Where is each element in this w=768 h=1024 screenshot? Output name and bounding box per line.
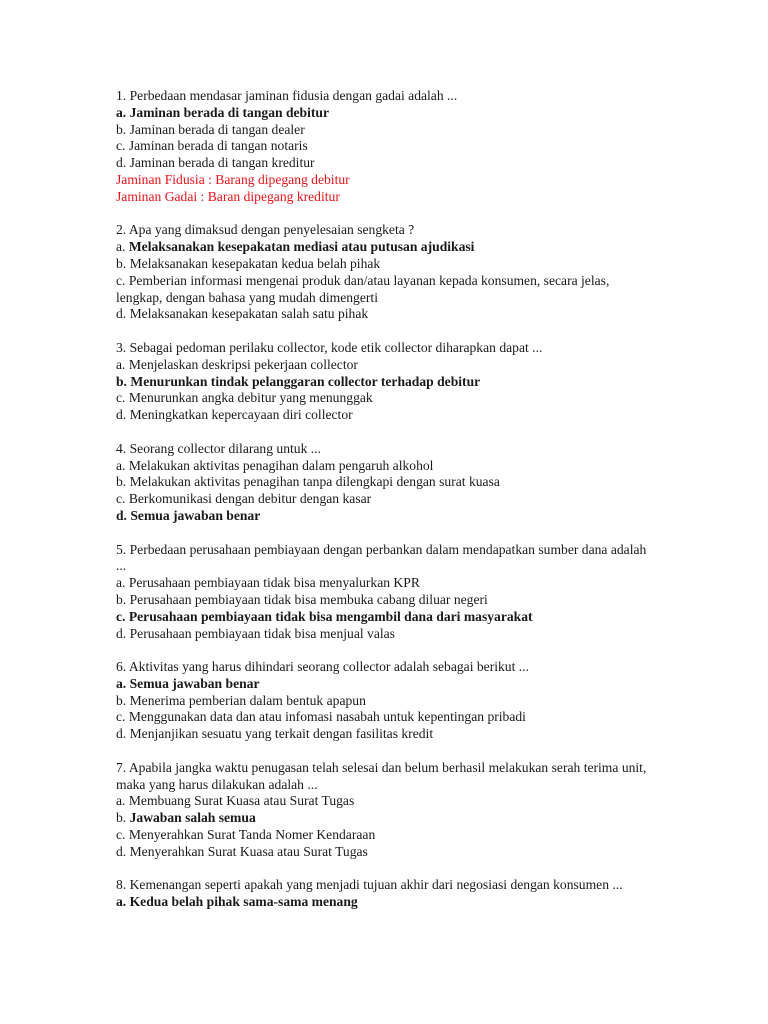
option-text: d. Menyerahkan Surat Kuasa atau Surat Tugas — [116, 843, 368, 859]
answer-option — [116, 827, 656, 844]
option-text: a. Menjelaskan deskripsi pekerjaan collector — [116, 356, 358, 372]
answer-option — [116, 390, 656, 407]
option-text: b. Melakukan aktivitas penagihan tanpa dilengkapi dengan surat kuasa — [116, 474, 500, 490]
answer-note: Jaminan Gadai : Baran dipegang kreditur — [116, 188, 340, 204]
question-stem: 7. Apabila jangka waktu penugasan telah selesai dan belum berhasil melakukan serah terima unit, maka yang harus dilakukan adalah ... — [116, 759, 647, 792]
answer-option — [116, 709, 656, 726]
answer-option — [116, 273, 656, 307]
option-text: d. Menjanjikan sesuatu yang terkait dengan fasilitas kredit — [116, 726, 434, 742]
option-text: d. Melaksanakan kesepakatan salah satu pihak — [116, 306, 369, 322]
answer-note: Jaminan Fidusia : Barang dipegang debitur — [116, 171, 350, 187]
option-text: c. Menggunakan data dan atau infomasi nasabah untuk kepentingan pribadi — [116, 709, 526, 725]
question-stem: 3. Sebagai pedoman perilaku collector, kode etik collector diharapkan dapat ... — [116, 339, 543, 355]
option-text: b. Menerima pemberian dalam bentuk apapun — [116, 692, 366, 708]
answer-option — [116, 306, 656, 323]
answer-option — [116, 374, 656, 391]
option-text: c. Menurunkan angka debitur yang menunggak — [116, 390, 373, 406]
correct-answer-text: Jawaban salah semua — [129, 810, 256, 826]
answer-option — [116, 793, 656, 810]
correct-answer-text: d. Semua jawaban benar — [116, 507, 261, 523]
question-block — [116, 441, 656, 525]
correct-answer-text: c. Perusahaan pembiayaan tidak bisa mengambil dana dari masyarakat — [116, 608, 533, 624]
question-block — [116, 659, 656, 743]
question-stem: 1. Perbedaan mendasar jaminan fidusia dengan gadai adalah ... — [116, 88, 458, 103]
option-text: b. Jaminan berada di tangan dealer — [116, 121, 305, 137]
option-text: a. Perusahaan pembiayaan tidak bisa menyalurkan KPR — [116, 575, 420, 591]
answer-option — [116, 256, 656, 273]
answer-option — [116, 122, 656, 139]
question-stem: 5. Perbedaan perusahaan pembiayaan dengan perbankan dalam mendapatkan sumber dana adalah ... — [116, 541, 647, 574]
answer-option — [116, 726, 656, 743]
correct-answer-text: a. Kedua belah pihak sama-sama menang — [116, 894, 358, 910]
correct-answer-text: a. Semua jawaban benar — [116, 675, 260, 691]
correct-answer-text: Melaksanakan kesepakatan mediasi atau putusan ajudikasi — [128, 239, 475, 255]
option-letter: b. — [116, 810, 130, 826]
option-text: c. Menyerahkan Surat Tanda Nomer Kendaraan — [116, 827, 376, 843]
answer-option — [116, 609, 656, 626]
answer-option — [116, 407, 656, 424]
answer-option — [116, 844, 656, 861]
correct-answer-text: b. Menurunkan tindak pelanggaran collector terhadap debitur — [116, 373, 481, 389]
answer-option — [116, 894, 656, 911]
question-stem: 2. Apa yang dimaksud dengan penyelesaian sengketa ? — [116, 222, 415, 238]
option-text: c. Jaminan berada di tangan notaris — [116, 138, 308, 154]
answer-option — [116, 105, 656, 122]
question-block — [116, 760, 656, 861]
option-text: b. Melaksanakan kesepakatan kedua belah pihak — [116, 255, 381, 271]
option-text: d. Perusahaan pembiayaan tidak bisa menjual valas — [116, 625, 395, 641]
answer-option — [116, 508, 656, 525]
question-block — [116, 222, 656, 323]
answer-option — [116, 676, 656, 693]
question-stem: 8. Kemenangan seperti apakah yang menjadi tujuan akhir dari negosiasi dengan konsumen ... — [116, 877, 623, 893]
option-text: a. Membuang Surat Kuasa atau Surat Tugas — [116, 793, 355, 809]
answer-option — [116, 474, 656, 491]
option-text: b. Perusahaan pembiayaan tidak bisa membuka cabang diluar negeri — [116, 591, 488, 607]
answer-option — [116, 458, 656, 475]
answer-option — [116, 138, 656, 155]
option-text: d. Meningkatkan kepercayaan diri collector — [116, 407, 353, 423]
answer-option — [116, 357, 656, 374]
option-text: c. Pemberian informasi mengenai produk dan/atau layanan kepada konsumen, secara jelas, lengkap, dengan bahasa yang mudah dimengerti — [116, 272, 610, 305]
option-text: a. Melakukan aktivitas penagihan dalam pengaruh alkohol — [116, 457, 434, 473]
option-text: d. Jaminan berada di tangan kreditur — [116, 155, 315, 171]
question-block — [116, 877, 656, 911]
question-stem: 4. Seorang collector dilarang untuk ... — [116, 440, 321, 456]
question-stem: 6. Aktivitas yang harus dihindari seorang collector adalah sebagai berikut ... — [116, 659, 529, 675]
document-page — [116, 88, 656, 928]
answer-option — [116, 575, 656, 592]
option-letter: a. — [116, 239, 129, 255]
answer-option — [116, 626, 656, 643]
answer-option — [116, 592, 656, 609]
option-text: c. Berkomunikasi dengan debitur dengan kasar — [116, 491, 372, 507]
question-block — [116, 340, 656, 424]
answer-option — [116, 239, 656, 256]
answer-option — [116, 155, 656, 172]
answer-option — [116, 810, 656, 827]
answer-option — [116, 491, 656, 508]
answer-option — [116, 693, 656, 710]
question-block — [116, 542, 656, 643]
correct-answer-text: a. Jaminan berada di tangan debitur — [116, 104, 330, 120]
question-block — [116, 88, 656, 206]
